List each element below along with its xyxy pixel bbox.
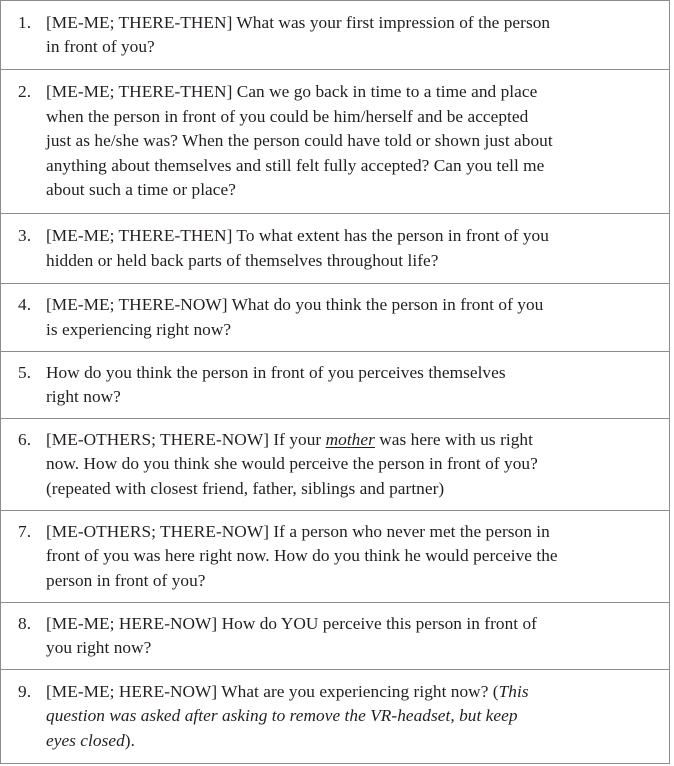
question-text-segment: question was asked after asking to remove the VR-headset, but keep — [46, 706, 518, 726]
question-number: 8. — [18, 613, 32, 633]
question-text-segment: [ME-ME; THERE-THEN] To what extent has the person in front of you — [46, 226, 549, 245]
question-text-segment: [ME-ME; THERE-THEN] Can we go back in time to a time and place — [46, 82, 538, 102]
question-row-2 — [1, 70, 669, 214]
question-number: 3. — [18, 226, 32, 245]
question-number: 2. — [18, 82, 32, 102]
question-text-segment: hidden or held back parts of themselves throughout life? — [46, 250, 439, 270]
question-text-segment: just as he/she was? When the person could have told or shown just about — [46, 131, 553, 151]
question-text-segment: How do you think the person in front of you perceives themselves — [46, 362, 506, 382]
question-row-7 — [1, 511, 669, 603]
question-text-segment: (repeated with closest friend, father, siblings and partner) — [46, 478, 445, 498]
question-text-segment: [ME-ME; THERE-NOW] What do you think the person in front of you — [46, 295, 544, 314]
question-number: 4. — [18, 295, 32, 314]
question-text — [46, 11, 550, 60]
question-row-4 — [1, 284, 669, 352]
question-text-segment: [ME-ME; THERE-THEN] What was your first impression of the person — [46, 12, 551, 32]
question-text-segment: [ME-OTHERS; THERE-NOW] If a person who never met the person in — [46, 521, 550, 541]
question-row-6 — [1, 419, 669, 511]
question-text — [46, 428, 538, 502]
question-text-segment: was here with us right — [374, 429, 533, 449]
question-text-segment: right now? — [46, 387, 121, 406]
question-text — [46, 293, 543, 342]
question-text-segment: is experiencing right now? — [46, 319, 232, 339]
question-row-5 — [1, 352, 669, 419]
question-text-segment: now. How do you think she would perceive the person in front of you? — [46, 454, 538, 474]
question-text-segment: eyes closed — [46, 730, 125, 750]
question-text — [46, 680, 529, 754]
question-text-segment: mother — [325, 429, 375, 449]
question-text-segment: you right now? — [46, 638, 152, 657]
question-text-segment: about such a time or place? — [46, 180, 236, 200]
question-row-1 — [1, 1, 669, 70]
question-number: 6. — [18, 429, 32, 449]
question-row-8 — [1, 603, 669, 670]
question-text — [46, 224, 549, 273]
question-number: 9. — [18, 681, 32, 701]
question-number: 7. — [18, 521, 32, 541]
question-text-segment: ). — [124, 730, 135, 750]
question-text-segment: in front of you? — [46, 37, 155, 56]
question-text-segment: [ME-ME; HERE-NOW] How do YOU perceive this person in front of — [46, 613, 537, 633]
question-text-segment: [ME-ME; HERE-NOW] What are you experiencing right now? ( — [46, 681, 499, 701]
question-row-9 — [1, 670, 669, 764]
question-text-segment: front of you was here right now. How do you think he would perceive the — [46, 546, 558, 566]
question-text-segment: when the person in front of you could be him/herself and be accepted — [46, 106, 529, 126]
question-text — [46, 80, 553, 203]
question-row-3 — [1, 214, 669, 284]
question-text-segment: This — [498, 681, 529, 701]
question-text-segment: anything about themselves and still felt fully accepted? Can you tell me — [46, 155, 545, 175]
question-text — [46, 612, 537, 661]
question-text-segment: person in front of you? — [46, 570, 206, 590]
question-text — [46, 520, 558, 594]
question-text-segment: [ME-OTHERS; THERE-NOW] If your — [46, 429, 326, 449]
question-number: 5. — [18, 362, 32, 382]
question-number: 1. — [18, 12, 32, 32]
question-text — [46, 361, 506, 410]
